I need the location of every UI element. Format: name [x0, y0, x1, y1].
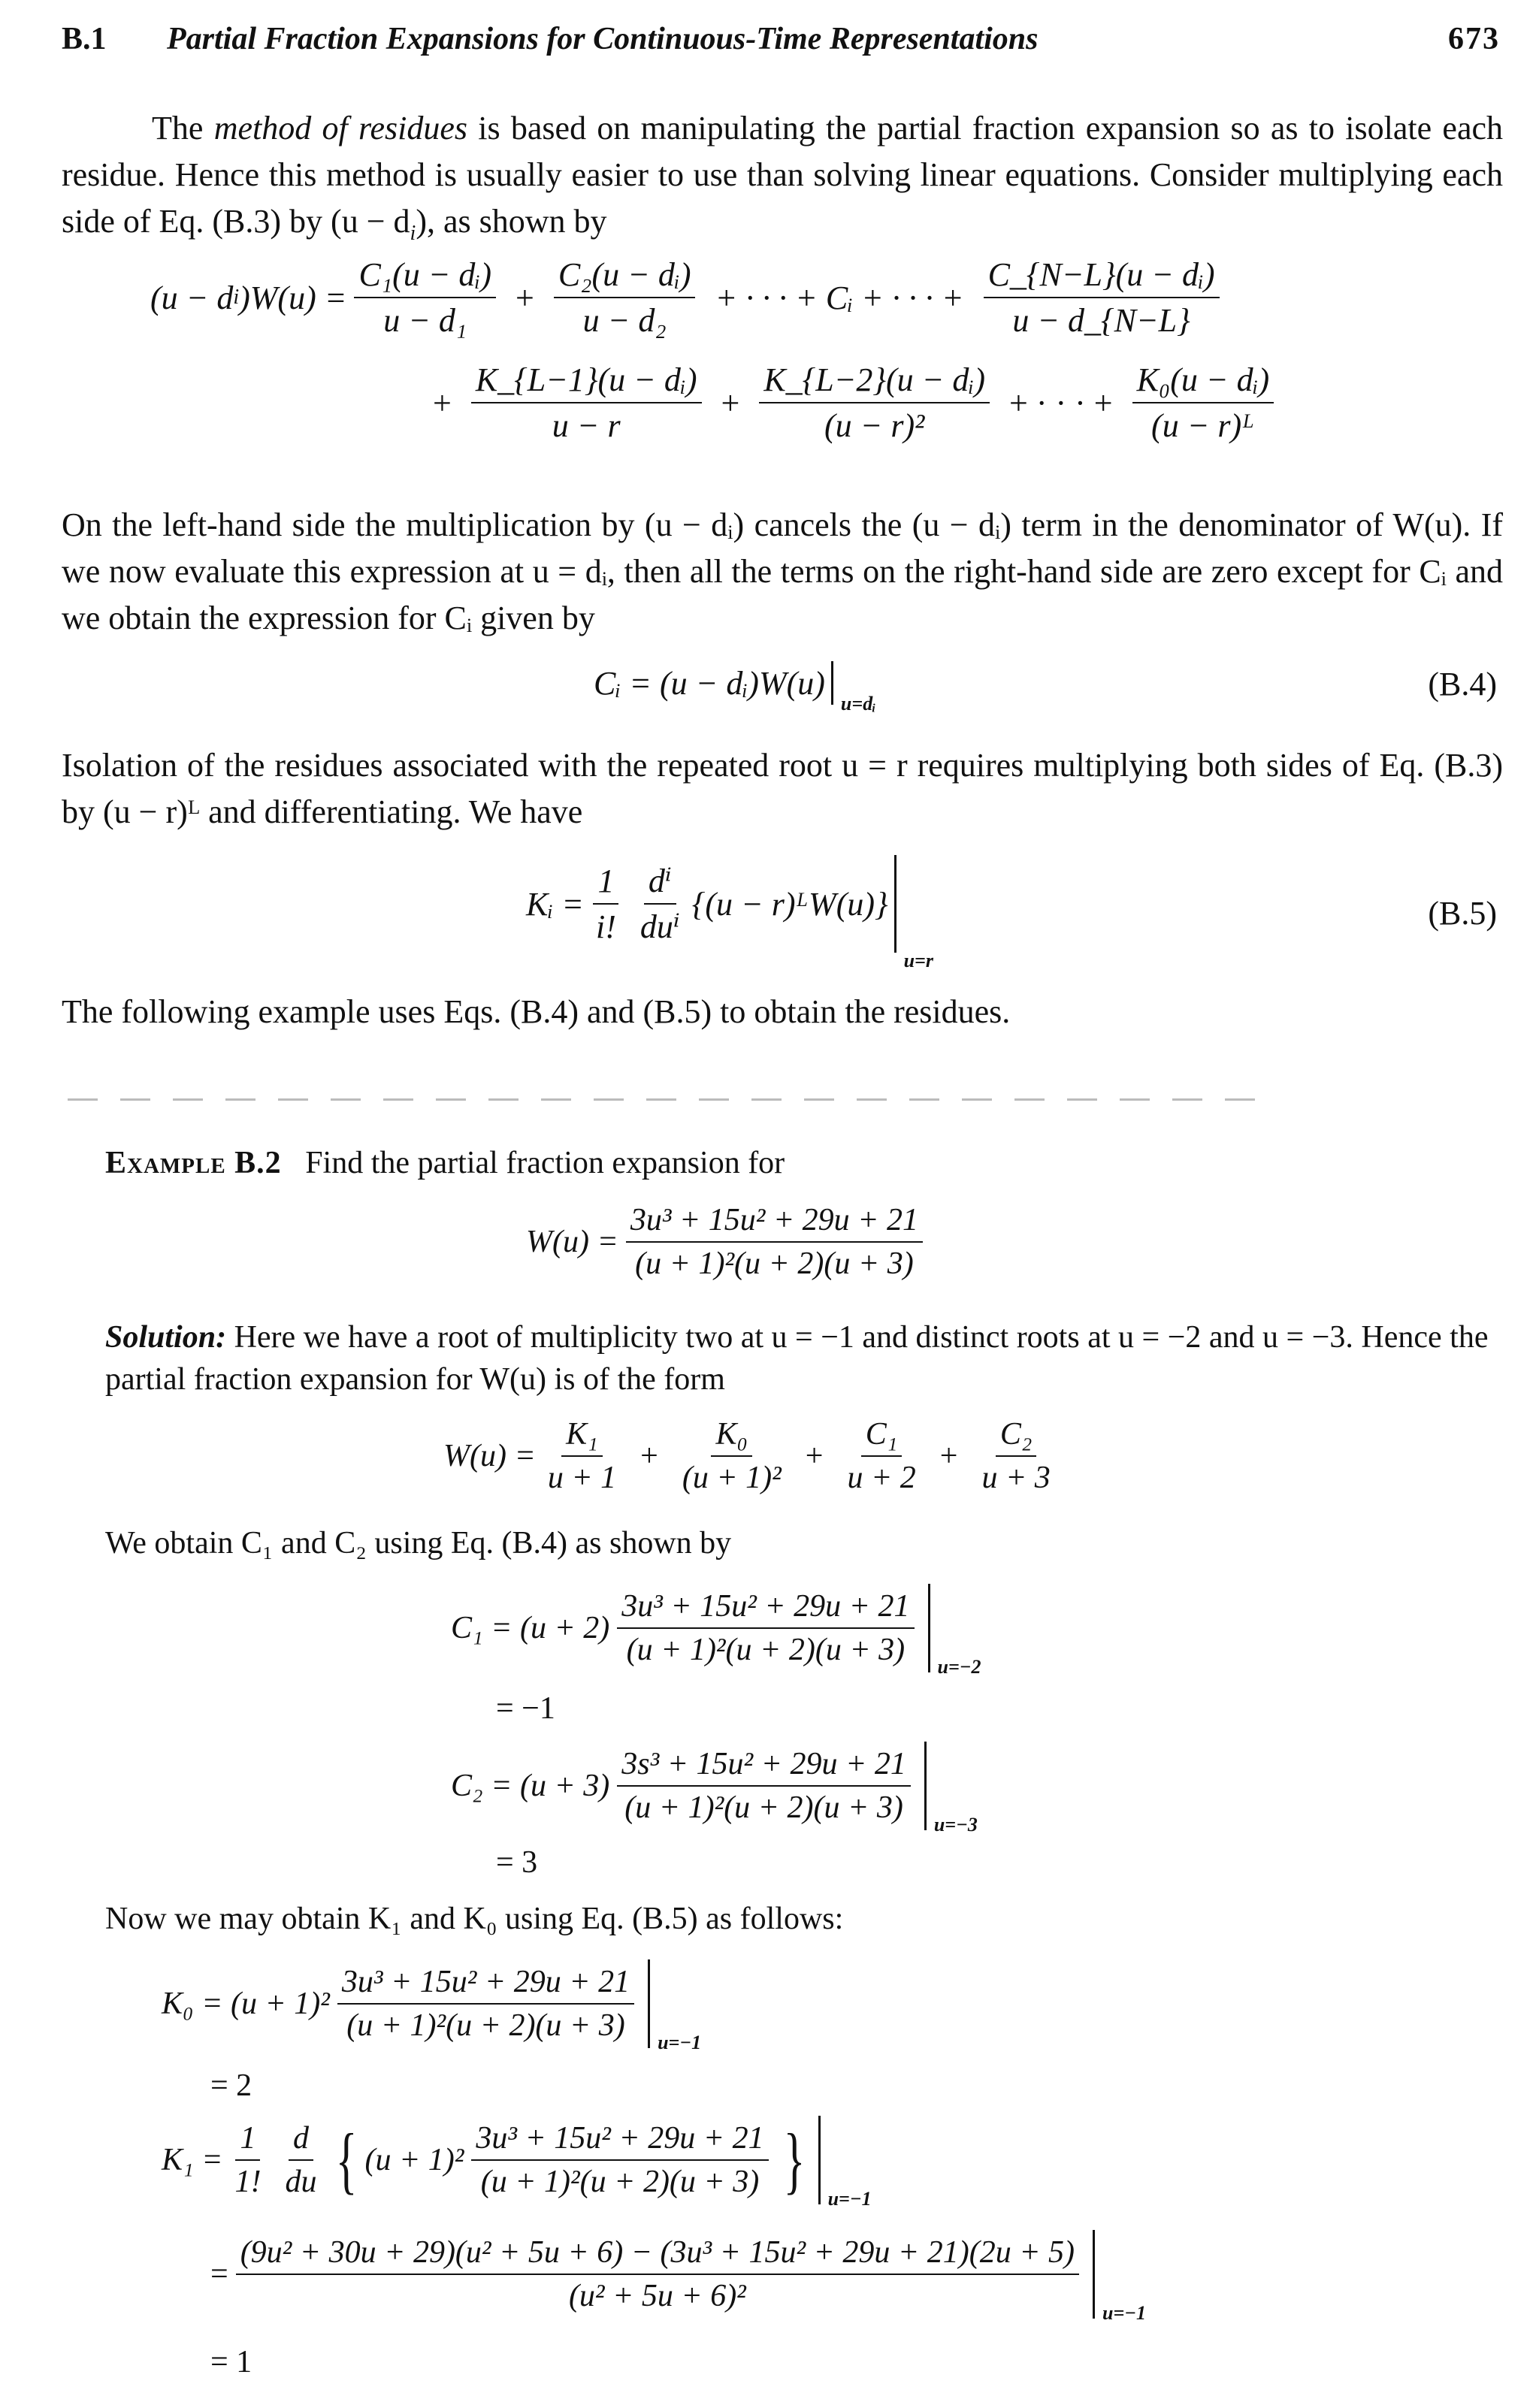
emphasis-term: method of residues: [213, 110, 467, 147]
example-w-definition: W(u) = $\frac{\text{3u³ + 15u² + 29u + 21}}{\text{(u + 1)²(u + 2)(u + 3)}}$: [526, 1202, 930, 1282]
k1-expanded: = (9u² + 30u + 29)(u² + 5u + 6) − (3u³ + 15u² + 29u + 21)(2u + 5) (u² + 5u + 6)² u=−1: [210, 2230, 1095, 2319]
evaluation-bar: u=−1: [818, 2116, 821, 2204]
fraction: $\frac{\text{K₁}}{u + 1}$: [547, 1417, 617, 1495]
running-head: [62, 21, 1500, 66]
c2-result: = 3: [496, 1845, 538, 1880]
section-title: Partial Fraction Expansions for Continuous-Time Representations: [167, 22, 1039, 56]
partial-fraction-form: W(u) = $\frac{\text{K₁}}{u + 1}$ + $\frac{\text{K₀}}{\text{(u + 1)²}}$ + $\frac{\text{C₁}}{u + 2}$ + $\frac{\text{C₂}}{u + 3}$: [443, 1416, 1063, 1496]
c2-equation: C₂ = (u + 3) $\frac{\text{3s³ + 15u² + 29u + 21}}{\text{(u + 1)²(u + 2)(u + 3)}}$ u=−3: [451, 1742, 927, 1830]
example-block: [0, 1127, 1539, 2404]
k1-result: = 1: [210, 2345, 252, 2379]
example-separator: [68, 1098, 1255, 1101]
fraction: $\frac{\text{K₀(u − dᵢ)}}{\text{(u − r)ᴸ}}$: [1132, 361, 1274, 445]
obtain-c-sentence: We obtain C₁ and C₂ using Eq. (B.4) as shown by: [105, 1526, 732, 1561]
evaluation-bar: u=dᵢ: [831, 661, 833, 705]
fraction: (9u² + 30u + 29)(u² + 5u + 6) − (3u³ + 15u² + 29u + 21)(2u + 5) (u² + 5u + 6)²: [236, 2234, 1079, 2314]
example-label: Example B.2: [105, 1146, 282, 1180]
left-brace: {: [336, 2118, 358, 2201]
fraction: $\frac{d}{du}$: [285, 2121, 317, 2199]
equation-b5: Kᵢ = $\frac{1}{i!}$ $\frac{\text{dⁱ}}{\text{duⁱ}}$ {(u − r)ᴸW(u)} u=r: [526, 855, 896, 953]
equation-multiplied-line2: + $\frac{\text{K\_\{L−1\}(u − dᵢ)}}{u - r}$ + $\frac{\text{K\_\{L−2\}(u − dᵢ)}}{\text{(u − r)²}}$ + · · · + $\frac{\text{K₀(u − dᵢ)}}{\text{(u − r)ᴸ}}$: [421, 361, 1281, 445]
fraction: $\frac{\text{3u³ + 15u² + 29u + 21}}{\text{(u + 1)²(u + 2)(u + 3)}}$: [337, 1964, 634, 2044]
fraction: $\frac{\text{K₀}}{\text{(u + 1)²}}$: [682, 1417, 782, 1495]
evaluation-bar: u=−1: [1093, 2230, 1095, 2319]
fraction: $\frac{\text{C₂(u − dᵢ)}}{\text{u − d₂}}$: [554, 255, 696, 340]
fraction: $\frac{\text{3s³ + 15u² + 29u + 21}}{\text{(u + 1)²(u + 2)(u + 3)}}$: [617, 1746, 911, 1826]
fraction: $\frac{\text{K\_\{L−1\}(u − dᵢ)}}{u - r}$: [471, 361, 702, 445]
equation-number-b4: (B.4): [1428, 666, 1497, 702]
obtain-k-sentence: Now we may obtain K₁ and K₀ using Eq. (B.5) as follows:: [105, 1902, 844, 1936]
fraction: $\frac{\text{C₂}}{u + 3}$: [981, 1417, 1051, 1495]
c1-equation: C₁ = (u + 2) $\frac{\text{3u³ + 15u² + 29u + 21}}{\text{(u + 1)²(u + 2)(u + 3)}}$ u=−2: [451, 1584, 930, 1672]
k1-equation: K₁ = $\frac{1}{1!}$ $\frac{d}{du}$ { (u + 1)² $\frac{\text{3u³ + 15u² + 29u + 21}}{\text{(u + 1)²(u + 2)(u + 3)}}$ } u=−1: [162, 2116, 821, 2204]
fraction: $\frac{\text{3u³ + 15u² + 29u + 21}}{\text{(u + 1)²(u + 2)(u + 3)}}$: [471, 2120, 768, 2200]
section-number: B.1: [62, 22, 107, 56]
example-heading: Example B.2 Find the partial fraction expansion for: [105, 1146, 785, 1180]
fraction: $\frac{\text{3u³ + 15u² + 29u + 21}}{\text{(u + 1)²(u + 2)(u + 3)}}$: [626, 1202, 923, 1282]
paragraph-example-intro: The following example uses Eqs. (B.4) and (B.5) to obtain the residues.: [62, 993, 1011, 1030]
fraction: $\frac{\text{dⁱ}}{\text{duⁱ}}$: [639, 863, 680, 945]
fraction: $\frac{\text{3u³ + 15u² + 29u + 21}}{\text{(u + 1)²(u + 2)(u + 3)}}$: [617, 1588, 914, 1668]
fraction: $\frac{\text{C\_\{N−L\}(u − dᵢ)}}{u - d\_\{N-L\}}$: [984, 255, 1220, 340]
fraction: $\frac{\text{K\_\{L−2\}(u − dᵢ)}}{\text{(u − r)²}}$: [759, 361, 990, 445]
evaluation-bar: u=−2: [928, 1584, 930, 1672]
equation-multiplied-line1: (u − d i )W(u) = $\frac{\text{C₁(u − dᵢ)}}{\text{u − d₁}}$ + $\frac{\text{C₂(u − dᵢ)}}{\text{u − d₂}}$ + · · · + Cᵢ + · · · + $\frac{\text{C\_\{N−L\}(u − dᵢ)}}{u - d\_\{N-L\}}$: [150, 255, 1227, 340]
paragraph-repeated-root: Isolation of the residues associated with the repeated root u = r requires multiplying both sides of Eq. (B.3) by (u − r)ᴸ and differentiating. We have: [62, 747, 1503, 830]
solution-label: Solution:: [105, 1320, 227, 1355]
c1-result: = −1: [496, 1691, 555, 1726]
fraction: $\frac{\text{C₁(u − dᵢ)}}{\text{u − d₁}}$: [354, 255, 496, 340]
k0-result: = 2: [210, 2068, 252, 2103]
evaluation-bar: u=−3: [924, 1742, 927, 1830]
page-number: 673: [1448, 22, 1500, 56]
paragraph-method-of-residues: The method of residues is based on manipulating the partial fraction expansion so as to isolate each residue. Hence this method is usually easier to use than solving linear equations. Consider multiplying each side of Eq. (B.3) by $(u - d_i)$, as shown by: [62, 110, 1504, 245]
solution-paragraph: Solution: Here we have a root of multiplicity two at u = −1 and distinct roots at u = −2 and u = −3. Hence the partial fraction expansion for W(u) is of the form: [105, 1320, 1489, 1397]
fraction: $\frac{1}{1!}$: [234, 2121, 262, 2199]
k0-equation: K₀ = (u + 1)² $\frac{\text{3u³ + 15u² + 29u + 21}}{\text{(u + 1)²(u + 2)(u + 3)}}$ u=−1: [162, 1959, 650, 2048]
equation-number-b5: (B.5): [1428, 895, 1497, 932]
fraction: $\frac{\text{C₁}}{u + 2}$: [847, 1417, 916, 1495]
right-brace: }: [783, 2118, 805, 2201]
paragraph-cancellation: On the left-hand side the multiplication by (u − dᵢ) cancels the (u − dᵢ) term in the denominator of W(u). If we now evaluate this expression at u = dᵢ, then all the terms on the right-hand side are zero except for Cᵢ and we obtain the expression for Cᵢ given by: [62, 506, 1503, 636]
fraction: $\frac{1}{i!}$: [591, 862, 621, 946]
evaluation-bar: u=r: [894, 855, 896, 953]
equation-b4: Cᵢ = (u − dᵢ)W(u) u=dᵢ: [594, 661, 833, 705]
evaluation-bar: u=−1: [648, 1959, 650, 2048]
